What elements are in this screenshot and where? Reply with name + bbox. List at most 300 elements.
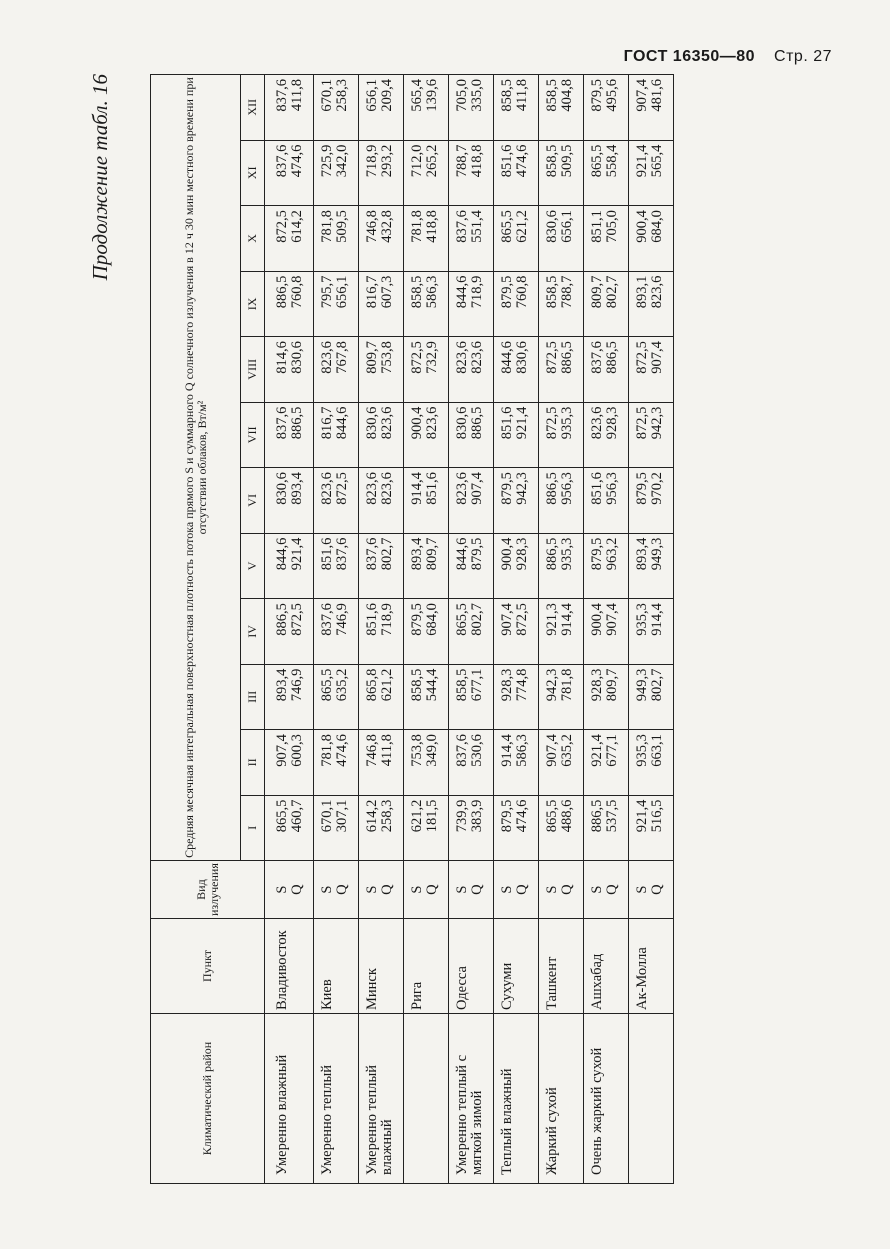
value-s: 837,6 (274, 144, 290, 178)
value-q: 746,9 (289, 668, 305, 702)
value-cell (404, 337, 449, 403)
value-s: 725,9 (319, 144, 335, 178)
header-city: Пункт (151, 919, 265, 1014)
value-q: 474,6 (514, 799, 530, 833)
value-s: 844,6 (499, 341, 515, 374)
value-cell (265, 206, 314, 272)
value-cell (584, 206, 629, 272)
value-s: 830,6 (274, 472, 290, 505)
value-q: 963,2 (604, 537, 620, 571)
value-q: 718,9 (379, 603, 395, 636)
value-cell (629, 795, 674, 861)
value-cell (314, 271, 359, 337)
value-s: 879,5 (499, 799, 515, 833)
value-q: 258,3 (379, 799, 395, 833)
value-s: 886,5 (544, 472, 560, 505)
value-s: 837,6 (589, 341, 605, 374)
value-q: 418,8 (424, 210, 440, 243)
value-cell (359, 795, 404, 861)
value-q: 907,4 (469, 472, 485, 505)
value-s: 886,5 (544, 537, 560, 571)
value-q: 886,5 (469, 406, 485, 440)
value-s: 858,5 (499, 79, 515, 112)
value-q: 705,0 (604, 210, 620, 243)
value-s: 886,5 (274, 603, 290, 636)
type-cell (539, 861, 584, 919)
value-cell (494, 337, 539, 403)
value-s: 858,5 (544, 144, 560, 178)
value-cell (404, 140, 449, 206)
value-cell (314, 468, 359, 534)
value-s: 705,0 (454, 79, 470, 112)
type-q: Q (559, 884, 575, 895)
value-q: 404,8 (559, 79, 575, 112)
value-s: 844,6 (454, 275, 470, 309)
value-cell (629, 599, 674, 665)
value-q: 872,5 (289, 603, 305, 636)
value-s: 718,9 (364, 144, 380, 178)
value-cell (449, 75, 494, 141)
value-q: 460,7 (289, 799, 305, 833)
value-cell (584, 75, 629, 141)
value-q: 781,8 (559, 668, 575, 702)
value-cell (314, 75, 359, 141)
value-q: 970,2 (649, 472, 665, 505)
value-s: 872,5 (544, 406, 560, 440)
zone-cell: Умеренно теплый с мягкой зимой (449, 1014, 494, 1184)
month-header: I (241, 795, 265, 861)
value-cell (359, 402, 404, 468)
month-header: IV (241, 599, 265, 665)
value-cell (539, 206, 584, 272)
value-s: 823,6 (454, 341, 470, 374)
value-q: 677,1 (469, 668, 485, 702)
value-q: 718,9 (469, 275, 485, 309)
value-cell (494, 730, 539, 796)
value-q: 474,6 (514, 144, 530, 178)
value-s: 837,6 (364, 537, 380, 571)
value-s: 781,8 (319, 734, 335, 767)
value-q: 956,3 (559, 472, 575, 505)
value-s: 823,6 (319, 341, 335, 374)
value-q: 481,6 (649, 79, 665, 112)
value-s: 795,7 (319, 275, 335, 309)
value-q: 809,7 (604, 668, 620, 702)
value-q: 921,4 (514, 406, 530, 440)
value-s: 865,5 (274, 799, 290, 833)
table-row (449, 75, 494, 1184)
value-s: 712,0 (409, 144, 425, 178)
month-header: VI (241, 468, 265, 534)
value-q: 774,8 (514, 668, 530, 702)
page-number: Стр. 27 (774, 48, 832, 65)
zone-cell: Теплый влажный (494, 1014, 539, 1184)
table-continuation-title: Продолжение табл. 16 (88, 74, 112, 281)
value-cell (494, 533, 539, 599)
value-q: 802,7 (604, 275, 620, 309)
value-s: 823,6 (319, 472, 335, 505)
value-cell (265, 468, 314, 534)
type-s: S (544, 885, 560, 894)
value-cell (359, 206, 404, 272)
value-q: 921,4 (289, 537, 305, 571)
value-q: 823,6 (379, 472, 395, 505)
value-cell (314, 664, 359, 730)
value-cell (539, 533, 584, 599)
value-cell (584, 402, 629, 468)
value-q: 656,1 (334, 275, 350, 309)
value-q: 383,9 (469, 799, 485, 833)
city-cell: Ташкент (539, 919, 584, 1014)
value-cell (359, 140, 404, 206)
value-q: 663,1 (649, 734, 665, 767)
type-q: Q (469, 884, 485, 895)
value-cell (494, 140, 539, 206)
value-q: 914,4 (649, 603, 665, 636)
value-s: 781,8 (409, 210, 425, 243)
header-type: Вид излучения (151, 861, 265, 919)
value-s: 914,4 (409, 472, 425, 505)
month-header: IX (241, 271, 265, 337)
value-cell (539, 795, 584, 861)
value-cell (539, 402, 584, 468)
value-cell (494, 402, 539, 468)
value-cell (265, 271, 314, 337)
value-q: 209,4 (379, 79, 395, 112)
value-s: 879,5 (499, 472, 515, 505)
value-s: 851,6 (319, 537, 335, 571)
value-cell (494, 271, 539, 337)
value-s: 879,5 (634, 472, 650, 505)
value-s: 872,5 (274, 210, 290, 243)
type-cell (494, 861, 539, 919)
value-q: 335,0 (469, 79, 485, 112)
value-q: 851,6 (424, 472, 440, 505)
value-cell (265, 337, 314, 403)
value-s: 670,1 (319, 799, 335, 833)
value-q: 558,4 (604, 144, 620, 178)
value-cell (584, 468, 629, 534)
value-q: 635,2 (334, 668, 350, 702)
value-s: 614,2 (364, 799, 380, 833)
value-cell (539, 75, 584, 141)
value-s: 844,6 (274, 537, 290, 571)
value-q: 830,6 (289, 341, 305, 374)
table-row (494, 75, 539, 1184)
value-s: 879,5 (409, 603, 425, 636)
value-cell (359, 533, 404, 599)
value-s: 858,5 (544, 79, 560, 112)
value-q: 907,4 (649, 341, 665, 374)
value-s: 872,5 (634, 341, 650, 374)
value-s: 858,5 (409, 668, 425, 702)
value-q: 411,8 (379, 734, 395, 767)
value-cell (265, 402, 314, 468)
value-cell (584, 533, 629, 599)
value-s: 788,7 (454, 144, 470, 178)
value-q: 551,4 (469, 210, 485, 243)
value-q: 614,2 (289, 210, 305, 243)
value-q: 586,3 (424, 275, 440, 309)
value-q: 495,6 (604, 79, 620, 112)
value-cell (449, 206, 494, 272)
value-cell (449, 795, 494, 861)
header-group: Средняя месячная интегральная поверхностная плотность потока прямого S и суммарного Q солнечного излучения в 12 ч 30 мин местного времени при отсутствии облаков, Вт/м² (151, 75, 241, 861)
value-cell (539, 140, 584, 206)
value-q: 349,0 (424, 734, 440, 767)
value-q: 823,6 (649, 275, 665, 309)
value-q: 732,9 (424, 341, 440, 374)
city-cell: Ак-Молла (629, 919, 674, 1014)
value-q: 844,6 (334, 406, 350, 440)
value-q: 823,6 (379, 406, 395, 440)
value-cell (265, 140, 314, 206)
table-row (314, 75, 359, 1184)
value-s: 879,5 (589, 79, 605, 112)
type-s: S (499, 885, 515, 894)
value-cell (494, 664, 539, 730)
value-cell (629, 533, 674, 599)
value-s: 809,7 (364, 341, 380, 374)
value-q: 767,8 (334, 341, 350, 374)
value-cell (314, 533, 359, 599)
value-cell (629, 75, 674, 141)
value-cell (449, 533, 494, 599)
value-cell (539, 599, 584, 665)
value-s: 851,6 (364, 603, 380, 636)
city-cell: Рига (404, 919, 449, 1014)
value-cell (265, 533, 314, 599)
city-cell: Владивосток (265, 919, 314, 1014)
value-cell (404, 271, 449, 337)
value-q: 509,5 (559, 144, 575, 178)
header-zone: Климатический район (151, 1014, 265, 1184)
value-s: 823,6 (589, 406, 605, 440)
value-q: 753,8 (379, 341, 395, 374)
value-s: 858,5 (409, 275, 425, 309)
value-cell (494, 468, 539, 534)
value-s: 886,5 (589, 799, 605, 833)
value-q: 684,0 (649, 210, 665, 243)
value-s: 851,6 (499, 144, 515, 178)
table-row (404, 75, 449, 1184)
value-s: 907,4 (634, 79, 650, 112)
city-cell: Сухуми (494, 919, 539, 1014)
value-cell (539, 337, 584, 403)
month-header: VII (241, 402, 265, 468)
value-cell (584, 337, 629, 403)
value-cell (404, 599, 449, 665)
page-header (624, 48, 832, 66)
month-header: VIII (241, 337, 265, 403)
value-cell (359, 337, 404, 403)
radiation-table (150, 74, 674, 1184)
value-q: 474,6 (289, 144, 305, 178)
value-cell (314, 730, 359, 796)
gost-number: ГОСТ 16350—80 (623, 48, 756, 65)
value-q: 342,0 (334, 144, 350, 178)
value-s: 900,4 (499, 537, 515, 571)
value-s: 781,8 (319, 210, 335, 243)
value-cell (359, 468, 404, 534)
value-s: 809,7 (589, 275, 605, 309)
city-cell: Одесса (449, 919, 494, 1014)
value-s: 670,1 (319, 79, 335, 112)
value-cell (629, 140, 674, 206)
value-cell (449, 664, 494, 730)
value-cell (539, 664, 584, 730)
value-q: 607,3 (379, 275, 395, 309)
value-cell (449, 468, 494, 534)
value-cell (584, 664, 629, 730)
value-q: 432,8 (379, 210, 395, 243)
zone-cell: Умеренно теплый (314, 1014, 359, 1184)
value-cell (404, 795, 449, 861)
table-row (584, 75, 629, 1184)
value-cell (404, 206, 449, 272)
value-cell (584, 795, 629, 861)
value-q: 935,3 (559, 537, 575, 571)
value-cell (629, 206, 674, 272)
month-header: XI (241, 140, 265, 206)
value-q: 307,1 (334, 799, 350, 833)
value-cell (629, 402, 674, 468)
value-q: 488,6 (559, 799, 575, 833)
value-s: 844,6 (454, 537, 470, 571)
month-header: X (241, 206, 265, 272)
value-s: 907,4 (274, 734, 290, 767)
value-q: 760,8 (514, 275, 530, 309)
value-q: 265,2 (424, 144, 440, 178)
value-cell (629, 664, 674, 730)
value-s: 949,3 (634, 668, 650, 702)
value-q: 509,5 (334, 210, 350, 243)
value-s: 746,8 (364, 210, 380, 243)
value-q: 565,4 (649, 144, 665, 178)
value-cell (404, 468, 449, 534)
value-q: 677,1 (604, 734, 620, 767)
value-q: 872,5 (334, 472, 350, 505)
value-s: 830,6 (364, 406, 380, 440)
value-cell (359, 664, 404, 730)
value-q: 823,6 (424, 406, 440, 440)
value-s: 823,6 (454, 472, 470, 505)
value-q: 907,4 (604, 603, 620, 636)
value-s: 837,6 (454, 734, 470, 767)
value-s: 872,5 (544, 341, 560, 374)
value-cell (404, 664, 449, 730)
value-s: 823,6 (364, 472, 380, 505)
value-s: 621,2 (409, 799, 425, 833)
value-q: 823,6 (469, 341, 485, 374)
month-header: XII (241, 75, 265, 141)
value-cell (494, 206, 539, 272)
value-s: 814,6 (274, 341, 290, 374)
value-cell (629, 337, 674, 403)
value-s: 893,4 (409, 537, 425, 571)
value-s: 921,4 (634, 799, 650, 833)
value-cell (449, 140, 494, 206)
value-cell (449, 271, 494, 337)
value-q: 893,4 (289, 472, 305, 505)
value-q: 746,9 (334, 603, 350, 636)
value-cell (449, 402, 494, 468)
value-q: 928,3 (514, 537, 530, 571)
value-s: 851,6 (589, 472, 605, 505)
value-q: 942,3 (649, 406, 665, 440)
value-s: 921,4 (589, 734, 605, 767)
value-q: 181,5 (424, 799, 440, 833)
value-cell (404, 533, 449, 599)
value-cell (265, 599, 314, 665)
value-q: 886,5 (604, 341, 620, 374)
value-s: 914,4 (499, 734, 515, 767)
value-s: 935,3 (634, 603, 650, 636)
value-cell (449, 599, 494, 665)
month-header: III (241, 664, 265, 730)
value-q: 837,6 (334, 537, 350, 571)
value-s: 865,5 (589, 144, 605, 178)
value-s: 858,5 (454, 668, 470, 702)
type-cell (584, 861, 629, 919)
value-cell (494, 75, 539, 141)
value-q: 802,7 (379, 537, 395, 571)
value-s: 865,5 (454, 603, 470, 636)
value-cell (539, 271, 584, 337)
value-s: 893,4 (634, 537, 650, 571)
value-s: 746,8 (364, 734, 380, 767)
value-cell (404, 75, 449, 141)
value-cell (584, 599, 629, 665)
month-header: V (241, 533, 265, 599)
type-cell (449, 861, 494, 919)
value-s: 851,6 (499, 406, 515, 440)
value-q: 621,2 (379, 668, 395, 702)
value-q: 809,7 (424, 537, 440, 571)
value-q: 684,0 (424, 603, 440, 636)
value-q: 411,8 (514, 79, 530, 112)
value-s: 851,1 (589, 210, 605, 243)
value-q: 635,2 (559, 734, 575, 767)
type-q: Q (424, 884, 440, 895)
value-cell (314, 795, 359, 861)
value-q: 656,1 (559, 210, 575, 243)
value-q: 956,3 (604, 472, 620, 505)
type-cell (404, 861, 449, 919)
value-cell (629, 468, 674, 534)
value-s: 928,3 (499, 668, 515, 702)
table-row (629, 75, 674, 1184)
value-q: 760,8 (289, 275, 305, 309)
value-q: 258,3 (334, 79, 350, 112)
value-cell (314, 140, 359, 206)
value-cell (265, 664, 314, 730)
zone-cell: Умеренно теплый влажный (359, 1014, 404, 1184)
month-header: II (241, 730, 265, 796)
type-s: S (454, 885, 470, 894)
city-cell: Минск (359, 919, 404, 1014)
value-q: 621,2 (514, 210, 530, 243)
value-cell (314, 206, 359, 272)
value-q: 949,3 (649, 537, 665, 571)
value-q: 293,2 (379, 144, 395, 178)
city-cell: Ашхабад (584, 919, 629, 1014)
value-s: 928,3 (589, 668, 605, 702)
value-s: 921,3 (544, 603, 560, 636)
zone-cell: Жаркий сухой (539, 1014, 584, 1184)
type-s: S (319, 885, 335, 894)
value-q: 802,7 (469, 603, 485, 636)
